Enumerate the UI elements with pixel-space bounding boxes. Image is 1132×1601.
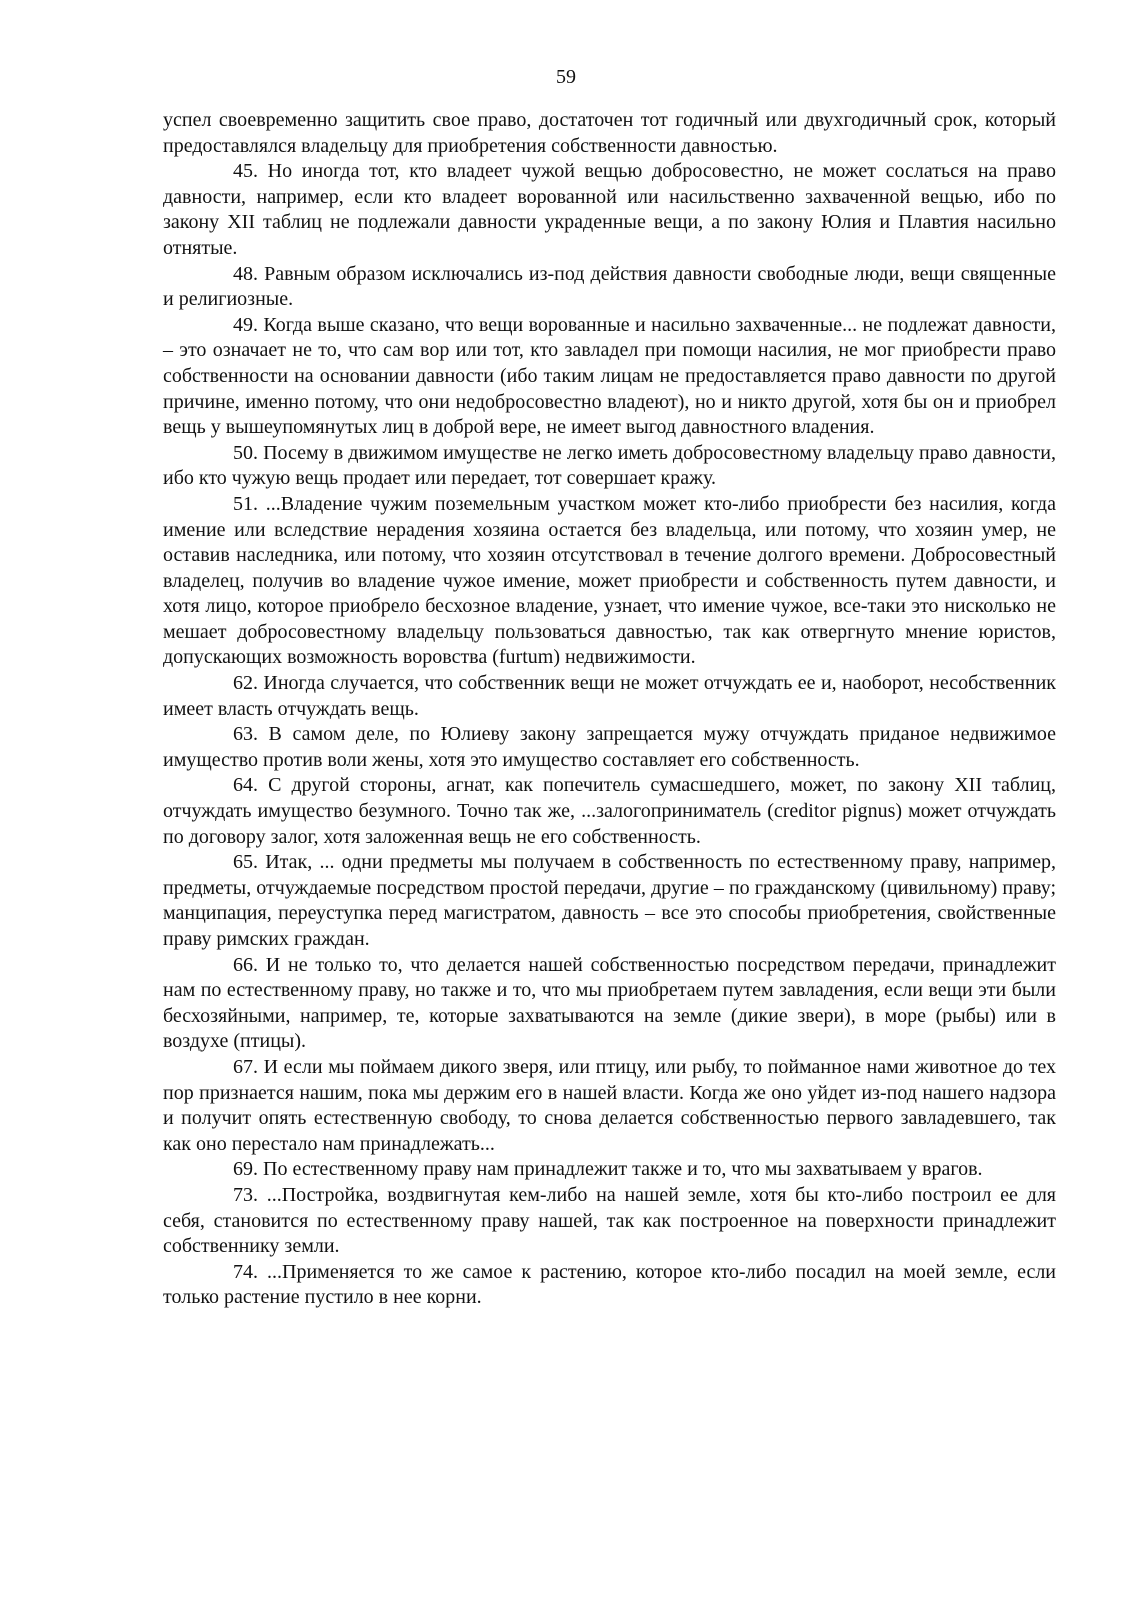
paragraph-67: 67. И если мы поймаем дикого зверя, или птицу, или рыбу, то пойманное нами животное до тех пор признается нашим, пока мы держим его в нашей власти. Когда же оно уйдет из-под нашего надзора и получит опять естественную свободу, то снова делается собственностью первого завладевшего, так как оно перестало нам принадлежать... — [163, 1055, 1056, 1155]
paragraph-50: 50. Посему в движимом имуществе не легко иметь добросовестному владельцу право давности, ибо кто чужую вещь продает или передает, тот совершает кражу. — [163, 441, 1056, 490]
paragraph-65: 65. Итак, ... одни предметы мы получаем в собственность по естественному праву, например, предметы, отчуждаемые посредством простой передачи, другие – по гражданскому (цивильному) праву; манципация, переуступка перед магистратом, давность – все это способы приобретения, свойственные праву римских граждан. — [163, 851, 1056, 950]
paragraph-69: 69. По естественному праву нам принадлежит также и то, что мы захватываем у врагов. — [233, 1158, 983, 1181]
paragraph-62: 62. Иногда случается, что собственник вещи не может отчуждать ее и, наоборот, несобственник имеет власть отчуждать вещь. — [163, 672, 1056, 720]
paragraph-64: 64. С другой стороны, агнат, как попечитель сумасшедшего, может, по закону XII таблиц, отчуждать имущество безумного. Точно так же, ...залогоприниматель (creditor pignus) может отчуждать по договору залог, хотя заложенная вещь не его собственность. — [163, 774, 1056, 848]
paragraph-63: 63. В самом деле, по Юлиеву закону запрещается мужу отчуждать приданое недвижимое имущество против воли жены, хотя это имущество составляет его собственность. — [163, 723, 1056, 771]
paragraph-66: 66. И не только то, что делается нашей собственностью посредством передачи, принадлежит нам по естественному праву, но также и то, что мы приобретаем путем завладения, если вещи эти были бесхозяйными, например, те, которые захватываются на земле (дикие звери), в море (рыбы) или в воздухе (птицы). — [163, 953, 1056, 1053]
paragraph-continuation: успел своевременно защитить свое право, достаточен тот годичный или двухгодичный срок, который предоставлялся владельцу для приобретения собственности давностью. — [163, 109, 1056, 157]
paragraph-74: 74. ...Применяется то же самое к растению, которое кто-либо посадил на моей земле, если только растение пустило в нее корни. — [163, 1260, 1056, 1309]
paragraph-45: 45. Но иногда тот, кто владеет чужой вещью добросовестно, не может сослаться на право давности, например, если кто владеет ворованной или насильственно захваченной вещью, ибо по закону XII таблиц не подлежали давности украденные вещи, а по закону Юлия и Плавтия насильно отнятые. — [163, 160, 1056, 259]
paragraph-48: 48. Равным образом исключались из-под действия давности свободные люди, вещи священные и религиозные. — [163, 262, 1056, 311]
paragraph-73: 73. ...Постройка, воздвигнутая кем-либо на нашей земле, хотя бы кто-либо построил ее для себя, становится по естественному праву нашей, так как построенное на поверхности принадлежит собственнику земли. — [163, 1183, 1056, 1258]
paragraph-51: 51. ...Владение чужим поземельным участком может кто-либо приобрести без насилия, когда имение или вследствие нерадения хозяина остается без владельца, или потому, что хозяин умер, не оставив наследника, или потому, что хозяин отсутствовал в течение долгого времени. Добросовестный владелец, получив во владение чужое имение, может приобрести и собственность путем давности, и хотя лицо, которое приобрело бесхозное владение, узнает, что имение чужое, все-таки это нисколько не мешает добросовестному владельцу пользоваться давностью, так как отвергнуто мнение юристов, допускающих возможность воровства (furtum) недвижимости. — [163, 492, 1056, 669]
page-number: 59 — [556, 66, 576, 88]
paragraph-49: 49. Когда выше сказано, что вещи ворованные и насильно захваченные... не подлежат давности, – это означает не то, что сам вор или тот, кто завладел при помощи насилия, не мог приобрести право собственности на основании давности (ибо таким лицам не предоставляется право давности по другой причине, именно потому, что они недобросовестно владеют), но и никто другой, хотя бы он и приобрел вещь у вышеупомянутых лиц в доброй вере, не имеет выгод давностного владения. — [163, 313, 1056, 439]
document-body — [163, 108, 1056, 1311]
